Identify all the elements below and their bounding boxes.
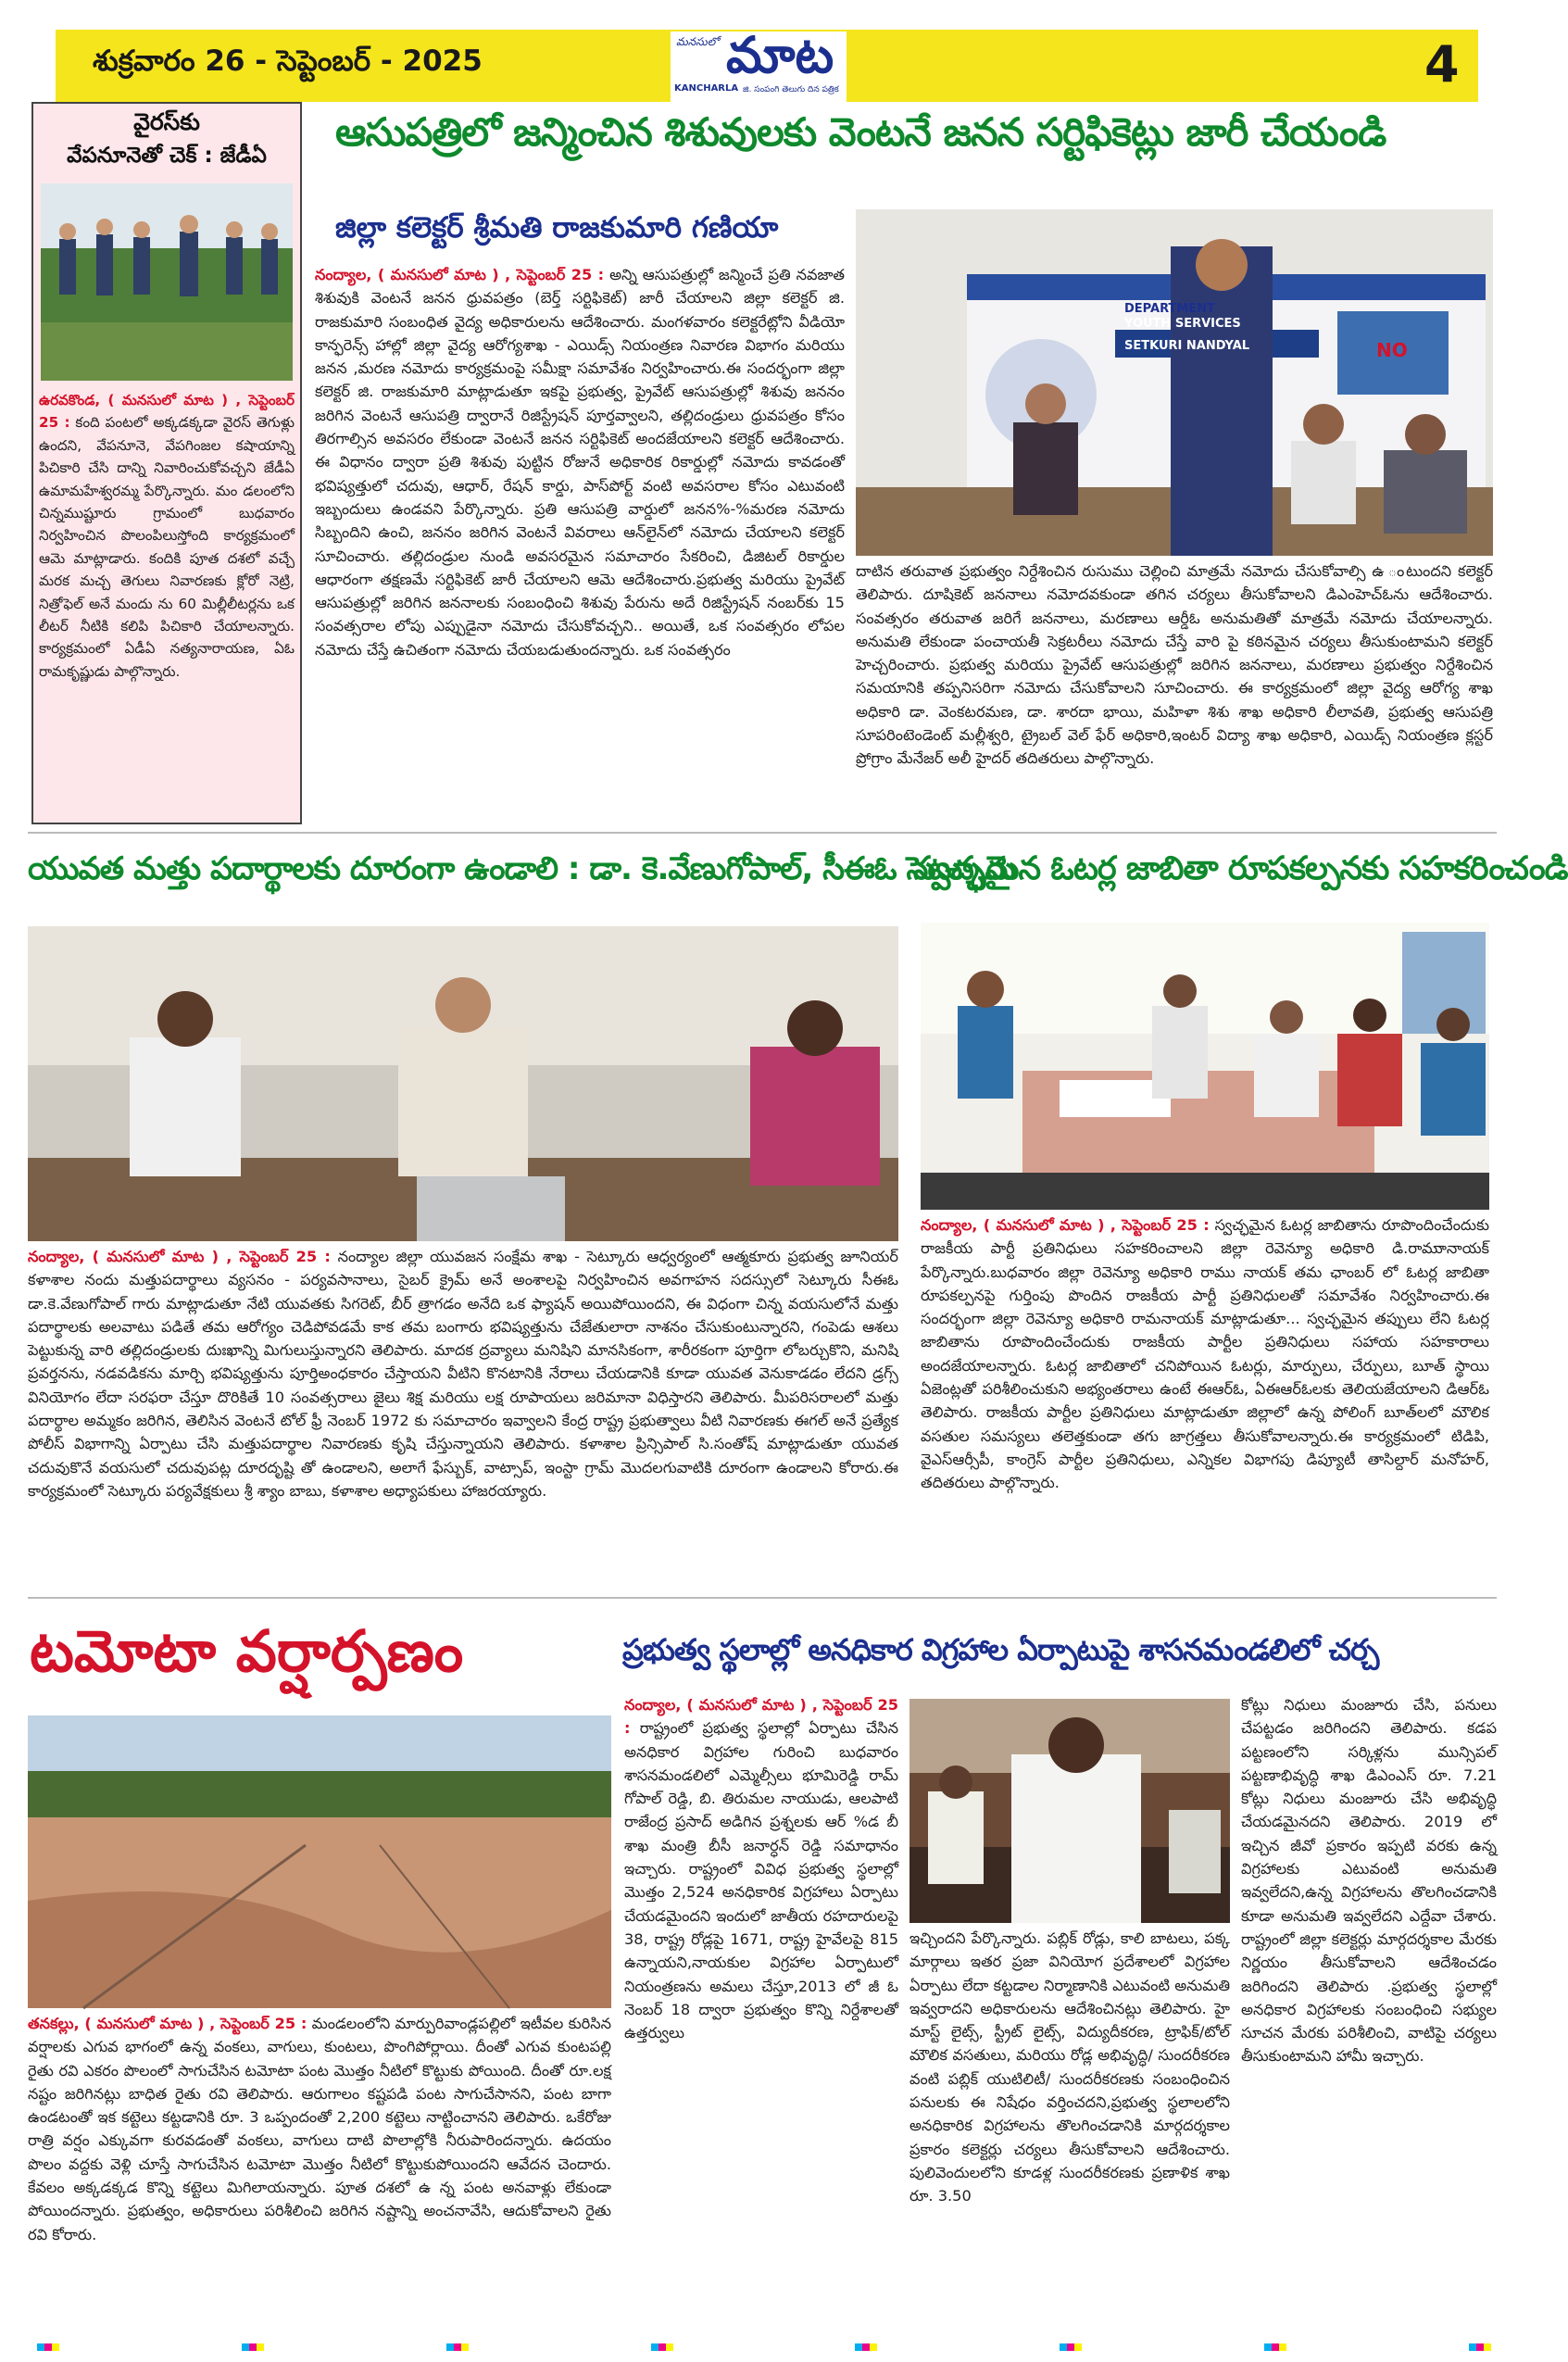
voter-story-photo [921, 923, 1489, 1210]
logo-tagline: జి. సంపంగి తెలుగు దిన పత్రిక [743, 85, 839, 94]
banner-text-1: DEPARTMENT [1124, 302, 1215, 316]
banner-text-2: YOUTH SERVICES [1124, 317, 1241, 331]
sidebar-dateline: ఉరవకొండ, ( మనసులో మాట ) , సెప్టెంబర్ 25 : [39, 392, 295, 432]
statues-story-col3-body: కోట్లు నిధులు మంజూరు చేసి, పనులు చేపట్టడం జరిగిందని తెలిపారు. కడప పట్టణంలోని సర్కిళ్లను మున్సిపల్ పట్టణాభివృద్ధి శాఖ డిఎంఎస్ రూ. 7.21 కోట్లు నిధులు మంజూరు చేసి అభివృద్ధి చేయడమైనదని తెలిపారు. 2019 లో ఇచ్చిన జీవో ప్రకారం ఇప్పటి వరకు ఉన్న విగ్రహాలకు ఎటువంటి అనుమతి ఇవ్వలేదని,ఉన్న విగ్రహాలను తొలగించడానికి కూడా అనుమతి ఇవ్వలేదని ఎద్దేవా చేశారు. రాష్ట్రంలో జిల్లా కలెక్టర్లు మార్గదర్శకాల మేరకు నిర్ణయం తీసుకోవాలని ఆదేశించడం జరిగిందని తెలిపారు .ప్రభుత్వ స్థలాల్లో అనధికార విగ్రహాలకు సంబంధించి సభ్యుల సూచన మేరకు పరిశీలించి, వాటిపై చర్యలు తీసుకుంటామని హామీ ఇచ్చారు. [1241, 1696, 1497, 2066]
voter-story-headline: స్వచ్ఛమైన ఓటర్ల జాబితా రూపకల్పనకు సహకరించండి [913, 850, 1568, 887]
voter-story-text [921, 1213, 1489, 1584]
top-story-col2 [856, 559, 1493, 828]
divider-2 [28, 1597, 1497, 1599]
drugs-story-dateline: నంద్యాల, ( మనసులో మాట ) , సెప్టెంబర్ 25 : [28, 1248, 331, 1265]
statues-story-col3 [1241, 1693, 1497, 2332]
tomato-story-dateline: తనకల్లు, ( మనసులో మాట ) , సెప్టెంబర్ 25 : [28, 2015, 307, 2032]
sidebar-headline-line2: వేపనూనెతో చెక్ : జేడీఏ [67, 144, 267, 168]
banner-text-3: SETKURI NANDYAL [1124, 339, 1250, 353]
top-story-subhead: జిల్లా కలెక్టర్ శ్రీమతి రాజకుమారి గణియా [335, 211, 779, 245]
tomato-story-text [28, 2012, 611, 2327]
tomato-story-body: మండలంలోని మార్పురివాండ్లపల్లిలో ఇటీవల కురిసిన వర్షాలకు ఎగువ భాగంలో ఉన్న వంకలు, వాగులు, కుంటలు, పొంగిపోర్లాయి. దీంతో ఎగువ కుంటపల్లి రైతు రవి ఎకరం పొలంలో సాగుచేసిన టమోటా పంట మొత్తం నీటిలో కొట్టుకు పోయింది. దీంతో రూ.లక్ష నష్టం జరిగినట్లు బాధిత రైతు రవి తెలిపారు. ఆరుగాలం కష్టపడి పంట సాగుచేసానని, పంట బాగా ఉండటంతో ఇక కట్టెలు కట్టడానికి రూ. 3 ఒప్పందంతో 2,200 కట్టెలు నాట్టించానని తెలిపారు. ఒకేరోజు రాత్రి వర్షం ఎక్కువగా కురవడంతో వంకలు, వాగులు దాటి పొలాల్లోకి నీరుపారిందన్నారు. ఉదయం పొలం వద్దకు వెళ్లి చూస్తే సాగుచేసిన టమోటా మొత్తం నీటిలో కొట్టుకుపోయిందని ఆవేదన చెందారు. కేవలం అక్కడక్కడ కొన్ని కట్టెలు మిగిలాయన్నారు. పూత దశలో ఉ న్న పంట అనవాళ్లు లేకుండా పోయిందన్నారు. ప్రభుత్వం, అధికారులు పరిశీలించి జరిగిన నష్టాన్ని అంచనావేసి, ఆదుకోవాలని రైతు రవి కోరారు. [28, 2015, 611, 2243]
top-story-photo [856, 209, 1493, 556]
sidebar-photo [41, 183, 293, 381]
drugs-story-photo [28, 926, 898, 1241]
statues-story-headline: ప్రభుత్వ స్థలాల్లో అనధికార విగ్రహాల ఏర్పాటుపై శాసనమండలిలో చర్చ [622, 1632, 1379, 1667]
statues-story-dateline: నంద్యాల, ( మనసులో మాట ) , సెప్టెంబర్ 25 : [624, 1696, 898, 1738]
statues-story-col1-body: రాష్ట్రంలో ప్రభుత్వ స్థలాల్లో ఏర్పాటు చేసిన అనధికార విగ్రహాల గురించి బుధవారం శాసనమండలిలో ఎమ్మెల్సీలు భూమిరెడ్డి రామ్ గోపాల్ రెడ్డి, బి. తిరుమల నాయుడు, ఆలపాటి రాజేంద్ర ప్రసాద్ అడిగిన ప్రశ్నలకు ఆర్ %డ బీ శాఖ మంత్రి బీసీ జనార్ధన్ రెడ్డి సమాధానం ఇచ్చారు. రాష్ట్రంలో వివిధ ప్రభుత్వ స్థలాల్లో మొత్తం 2,524 అనధికారిక విగ్రహాలు ఏర్పాటు చేయడమైందని ఇందులో జాతీయ రహదారులపై 38, రాష్ట్ర రోడ్లపై 1671, రాష్ట్ర హైవేలపై 815 ఉన్నాయని,నాయకుల విగ్రహాల ఏర్పాటులో నియంత్రణను అమలు చేస్తూ,2013 లో జీ ఓ నెంబర్ 18 ద్వారా ప్రభుత్వం కొన్ని నిర్దేశాలతో ఉత్తర్వులు [624, 1719, 898, 2042]
statues-story-col2 [909, 1927, 1230, 2332]
top-story-dateline: నంద్యాల, ( మనసులో మాట ) , సెప్టెంబర్ 25 : [315, 266, 605, 283]
logo-place: KANCHARLA [674, 83, 739, 94]
registration-marks [37, 2343, 1491, 2353]
statues-story-photo [909, 1699, 1230, 1923]
statues-story-col1 [624, 1693, 898, 2332]
drugs-story-text [28, 1245, 898, 1588]
tomato-story-headline: టమోటా వర్షార్పణం [30, 1617, 464, 1685]
top-story-col2-body: దాటిన తరువాత ప్రభుత్వం నిర్దేశించిన రుసుము చెల్లించి మాత్రమే నమోదు చేసుకోవాల్సి ఉ ంటుందని కలెక్టర్ తెలిపారు. దూషికెట్ జననాలు నమోదవకుండా తగిన చర్యలు తీసుకోవాలని డిఎంహెచ్ఓను ఆదేశించారు. సంవత్సరం తరువాత జరిగే జననాలు, మరణాలు ఆర్డీఓ అనుమతితో మాత్రమే నమోదు చేయాలన్నారు. అనుమతి లేకుండా పంచాయతీ సెక్రటరీలు నమోదు చేస్తే వారి పై కఠినమైన చర్యలు తీసుకుంటామని కలెక్టర్ హెచ్చరించారు. ప్రభుత్వ మరియు ప్రైవేట్ ఆసుపత్రుల్లో జరిగిన జననాలు, మరణాలు ప్రభుత్వం నిర్దేశించిన సమయానికి తప్పనిసరిగా నమోదు చేసుకోవాలని సూచించారు. ఈ కార్యక్రమంలో జిల్లా వైద్య ఆరోగ్య శాఖ అధికారి డా. వెంకటరమణ, డా. శారదా భాయి, మహిళా శిశు శాఖ అధికారి లీలావతి, ప్రభుత్వ ఆసుపత్రి సూపరింటెండెంట్ మల్లీశ్వరి, ట్రైబల్ వెల్ ఫేర్ అధికారి,ఇంటర్ విద్యా శాఖ అధికారి, ఎయిడ్స్ నియంత్రణ క్లస్టర్ ప్రోగ్రాం మేనేజర్ అలీ హైదర్ తదితరులు పాల్గొన్నారు. [856, 562, 1493, 768]
statues-story-col2-body: ఇచ్చిందని పేర్కొన్నారు. పబ్లిక్ రోడ్లు, కాలి బాటలు, పక్క మార్గాలు ఇతర ప్రజా వినియోగ ప్రదేశాలలో విగ్రహాల ఏర్పాటు లేదా కట్టడాల నిర్మాణానికి ఎటువంటి అనుమతి ఇవ్వరాదని అధికారులను ఆదేశించినట్లు తెలిపారు. హై మాస్ట్ లైట్స్, స్ట్రీట్ లైట్స్, విద్యుదీకరణ, ట్రాఫిక్/టోల్ మౌలిక వసతులు, మరియు రోడ్ల అభివృద్ధి/ సుందరీకరణ వంటి పబ్లిక్ యుటిలిటీ/ సుందరీకరణకు సంబంధించిన పనులకు ఈ నిషేధం వర్తించదని,ప్రభుత్వ స్థలాలలోని అనధికారిక విగ్రహాలను తొలగించడానికి మార్గదర్శకాల ప్రకారం కలెక్టర్లు చర్యలు తీసుకోవాలని ఆదేశించారు. పులివెందులలోని కూడళ్ల సుందరీకరణకు ప్రణాళిక శాఖ రూ. 3.50 [909, 1929, 1230, 2205]
voter-story-dateline: నంద్యాల, ( మనసులో మాట ) , సెప్టెంబర్ 25 : [921, 1216, 1210, 1234]
sidebar-headline-line1: వైరస్‌కు [133, 108, 200, 135]
top-story-col1-body: అన్ని ఆసుపత్రుల్లో జన్మించే ప్రతి నవజాత శిశువుకి వెంటనే జనన ధ్రువపత్రం (బెర్త్ సర్టిఫికెట్) జారీ చేయాలని జిల్లా కలెక్టర్ జి. రాజకుమారి సంబంధిత వైద్య అధికారులను ఆదేశించారు. మంగళవారం కలెక్టరేట్లోని వీడియో కాన్ఫరెన్స్ హాల్లో జిల్లా వైద్య ఆరోగ్యశాఖ - ఎయిడ్స్ నియంత్రణ నివారణ విభాగం మరియు జనన ,మరణ నమోదు కార్యక్రమంపై సమీక్షా సమావేశం నిర్వహించారు.ఈ సందర్భంగా జిల్లా కలెక్టర్ జి. రాజకుమారి మాట్లాడుతూ ఇకపై ప్రభుత్వ, ప్రైవేట్ ఆసుపత్రుల్లో శిశువు జననం జరిగిన వెంటనే ఆసుపత్రి ద్వారానే రిజిస్ట్రేషన్ పూర్తవ్వాలని, తల్లిదండ్రులు ధ్రువపత్రం కోసం తిరగాల్సిన అవసరం లేకుండా వెంటనే జనన సర్టిఫికెట్ అందజేయాలని కలెక్టర్ ఆదేశించారు. ఈ విధానం ద్వారా ప్రతి శిశువు పుట్టిన రోజునే అధికారిక రికార్డుల్లో నమోదు కావడంతో భవిష్యత్తులో చదువు, ఆధార్, రేషన్ కార్డు, పాస్‌పోర్ట్ వంటి అవసరాల కోసం ఎటువంటి ఇబ్బందులు ఉండవని పేర్కొన్నారు. ప్రతి ఆసుపత్రి వార్డులో జనన%-%మరణ నమోదు సిబ్బందిని ఉంచి, జననం జరిగిన వెంటనే వివరాలు ఆన్‌లైన్‌లో నమోదు చేయాలని కలెక్టర్ సూచించారు. తల్లిదండ్రుల నుండి అవసరమైన సమాచారం సేకరించి, డిజిటల్ రికార్డుల ఆధారంగా తక్షణమే సర్టిఫికెట్ జారీ చేయాలని ఆమె ఆదేశించారు.ప్రభుత్వ మరియు ప్రైవేట్ ఆసుపత్రుల్లో జరిగిన జననాలకు సంబంధించి శిశువు పేరును అదే రిజిస్ట్రేషన్ నంబర్‌కు 15 సంవత్సరాల లోపు ఎప్పుడైనా నమోదు చేసుకోవచ్చని.. అయితే, ఒక సంవత్సరం లోపల నమోదు చేస్తే ఉచితంగా నమోదు చేయబడుతుందన్నారు. ఒక సంవత్సరం [315, 266, 845, 659]
logo-small-top: మనసులో [676, 35, 720, 48]
voter-story-body: స్వచ్ఛమైన ఓటర్ల జాబితాను రూపొందించేందుకు రాజకీయ పార్టీ ప్రతినిధులు సహకరించాలని జిల్లా రెవెన్యూ అధికారి డి.రాముానాయక్ పేర్కొన్నారు.బుధవారం జిల్లా రెవెన్యూ అధికారి రాము నాయక్ తమ ఛాంబర్ లో ఓటర్ల జాబితా రూపకల్పనపై గుర్తింపు పొందిన రాజకీయ పార్టీ ప్రతినిధులతో సమావేశం నిర్వహించారు.ఈ సందర్భంగా జిల్లా రెవెన్యూ అధికారి రామనాయక్ మాట్లాడుతూ... స్వచ్ఛమైన తప్పులు లేని ఓటర్ల జాబితాను రూపొందించేందుకు రాజకీయ పార్టీల ప్రతినిధులు సహాయ సహకారాలు అందజేయాలన్నారు. ఓటర్ల జాబితాలో చనిపోయిన ఓటర్లు, మార్పులు, చేర్పులు, బూత్ స్థాయి ఏజెంట్లతో పరిశీలించుకుని అభ్యంతరాలు ఉంటే ఈఆర్ఓ, ఏఈఆర్ఓలకు తెలియజేయాలని డిఆర్ఓ తెలిపారు. రాజకీయ పార్టీల ప్రతినిధులు మాట్లాడుతూ జిల్లాలో ఉన్న పోలింగ్ బూత్‌లలో మౌలిక వసతుల సమస్యలు తలెత్తకుండా తగు జాగ్రత్తలు తీసుకోవాలన్నారు.ఈ కార్యక్రమంలో టిడిపి, వైఎస్ఆర్సీపీ, కాంగ్రెస్ పార్టీల ప్రతినిధులు, ఎన్నికల విభాగపు డిప్యూటీ తాసిల్దార్ మనోహర్, తదితరులు పాల్గొన్నారు. [921, 1216, 1489, 1492]
masthead-date: శుక్రవారం 26 - సెప్టెంబర్ - 2025 [93, 44, 483, 78]
logo-title: మాట [726, 26, 834, 84]
drugs-story-headline: యువత మత్తు పదార్థాలకు దూరంగా ఉండాలి : డా. కె.వేణుగోపాల్, సీఈఓ సెట్కూరు [28, 850, 1015, 887]
top-story-headline: ఆసుపత్రిలో జన్మించిన శిశువులకు వెంటనే జనన సర్టిఫికెట్లు జారీ చేయండి [335, 109, 1386, 155]
page-number: 4 [1424, 35, 1460, 94]
drugs-story-body: నంద్యాల జిల్లా యువజన సంక్షేమ శాఖ - సెట్కూరు ఆధ్వర్యంలో ఆత్మకూరు ప్రభుత్వ జూనియర్ కళాశాల నందు మత్తుపదార్థాలు వ్యసనం - పర్యవసానాలు, సైబర్ క్రైమ్ అనే అంశాలపై నిర్వహించిన అవగాహన సదస్సులో సెట్కూరు సీఈఓ డా.కె.వేణుగోపాల్ గారు మాట్లాడుతూ నేటి యువతకు సిగరెట్, బీర్ త్రాగడం అనేది ఒక ఫ్యాషన్ అయిపోయిందని, ఈ విధంగా చిన్న వయసులోనే మత్తు పదార్థాలకు అలవాటు పడితే తమ ఆరోగ్యం చెడిపోవడమే కాక తమ బంగారు భవిష్యత్తును చేజేతులారా నాశనం చేసుకుంటున్నారని, గంపెడు ఆశలు పెట్టుకున్న వారి తల్లిదండ్రులకు దుఃఖాన్ని మిగులుస్తున్నారని తెలిపారు. మాదక ద్రవ్యాలు మనిషిని మానసికంగా, శారీరకంగా పూర్తిగా లోబర్చుకొని, మనిషి ప్రవర్తనను, నడవడికను మార్చి భవిష్యత్తును పూర్తిఅంధకారం చేస్తాయని వీటిని కొనటానికి నేరాలు చేయడానికి కూడా యువత వెనుకాడడం లేదని డ్రగ్స్ వినియోగం లేదా సరఫరా చేస్తూ దొరికితే 10 సంవత్సరాలు జైలు శిక్ష మరియు లక్ష రూపాయలు జరిమానా విధిస్తారని తెలిపారు. మీపరిసరాలలో మత్తు పదార్థాల అమ్మకం జరిగిన, తెలిసిన వెంటనే టోల్ ఫ్రీ నెంబర్ 1972 కు సమాచారం ఇవ్వాలని కేంద్ర రాష్ట్ర ప్రభుత్వాలు వీటి నివారణకు ఈగల్ అనే ప్రత్యేక పోలీస్ విభాగాన్ని ఏర్పాటు చేసి మత్తుపదార్థాల నివారణకు కృషి చేస్తున్నాయని తెలిపారు. కళాశాల ప్రిన్సిపాల్ సి.సంతోష్ మాట్లాడుతూ యువత చదువుకొనే వయసులో చదువుపట్ల దూరదృష్టి తో ఉండాలని, అలాగే ఫేస్బుక్, వాట్సాప్, ఇంస్టా గ్రామ్ మొదలగువాటికి దూరంగా ఉండాలని కోరారు.ఈ కార్యక్రమంలో సెట్కూరు పర్యవేక్షకులు శ్రీ శ్యాం బాబు, కళాశాల అధ్యాపకులు హాజరయ్యారు. [28, 1248, 898, 1500]
sidebar-headline [31, 106, 302, 172]
sidebar-text [39, 389, 295, 683]
tomato-story-photo [28, 1715, 611, 2008]
logo [671, 26, 847, 102]
top-story-col1 [315, 263, 845, 828]
divider-1 [28, 832, 1497, 834]
banner-text-4: NO [1376, 339, 1408, 361]
sidebar-body: కంది పంటలో అక్కడక్కడా వైరస్ తెగుళ్లు ఉందని, వేపనూనె, వేపగింజల కషాయాన్ని పిచికారి చేసి దాన్ని నివారించుకోవచ్చని జేడీఏ ఉమామహేశ్వరమ్మ పేర్కొన్నారు. మం డలంలోని చిన్నముష్టూరు గ్రామంలో బుధవారం నిర్వహించిన పొలంపిలుస్తోంది కార్యక్రమంలో ఆమె మాట్లాడారు. కందికి పూత దశలో వచ్చే మరక మచ్చ తెగులు నివారణకు క్లోరో నెట్రి, నిత్రోఫెల్ అనే మందు ను 60 మిల్లీలీటర్లను ఒక లీటర్ నీటికి కలిపి పిచికారి చేయాలన్నారు. కార్యక్రమంలో ఏడీఏ నత్యనారాయణ, ఏఓ రామకృష్ణుడు పాల్గొన్నారు. [39, 414, 295, 680]
